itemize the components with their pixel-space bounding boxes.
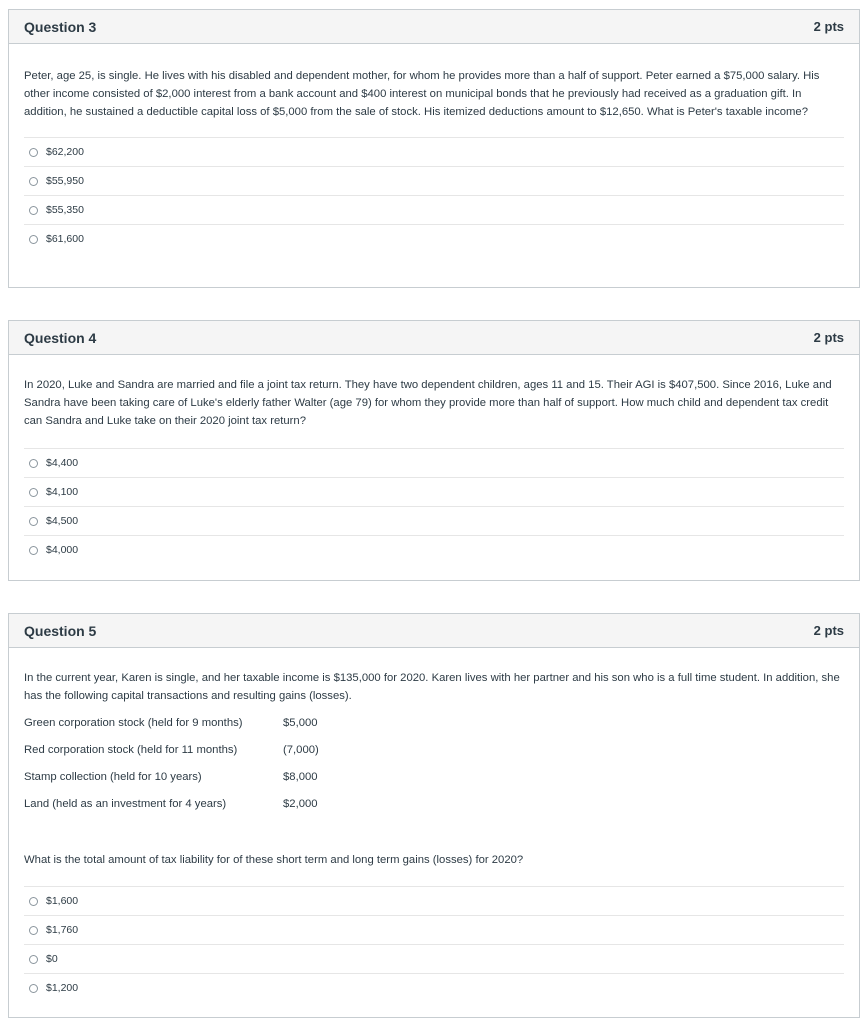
answer-label: $55,350 [46,204,84,216]
radio-button[interactable] [29,206,38,215]
radio-button[interactable] [29,897,38,906]
question-title: Question 4 [24,329,97,346]
question-title: Question 5 [24,622,97,639]
question-prompt: What is the total amount of tax liability for of these short term and long term gains (losses) for 2020? [24,854,524,866]
question-title: Question 3 [24,18,97,35]
answer-list [24,137,844,253]
transaction-value: $5,000 [283,716,318,729]
transaction-value: $8,000 [283,770,318,783]
answer-option[interactable] [24,137,844,166]
answer-label: $0 [46,953,58,965]
answer-list [24,886,844,1002]
radio-button[interactable] [29,984,38,993]
answer-label: $62,200 [46,146,84,158]
answer-label: $55,950 [46,175,84,187]
transaction-value: (7,000) [283,743,319,756]
radio-button[interactable] [29,546,38,555]
question-text: In the current year, Karen is single, and her taxable income is $135,000 for 2020. Karen lives with her partner and his son who is a full time student. In addition, she has the following capital transactions and resulting gains (losses). [24,672,840,702]
transaction-label: Red corporation stock (held for 11 months) [24,743,238,756]
question-5-card [8,613,860,1018]
question-points: 2 pts [813,623,844,638]
answer-label: $4,500 [46,515,79,527]
question-header [9,614,859,648]
radio-button[interactable] [29,148,38,157]
answer-option[interactable] [24,915,844,944]
answer-list [24,448,844,564]
answer-label: $4,400 [46,457,79,469]
answer-option[interactable] [24,535,844,564]
question-header [9,321,859,355]
answer-option[interactable] [24,944,844,973]
answer-option[interactable] [24,195,844,224]
answer-label: $4,000 [46,544,79,556]
transaction-value: $2,000 [283,797,318,810]
answer-option[interactable] [24,448,844,477]
transaction-row [24,736,844,763]
transaction-row [24,790,844,817]
answer-label: $4,100 [46,486,79,498]
radio-button[interactable] [29,459,38,468]
radio-button[interactable] [29,177,38,186]
question-4-card [8,320,860,581]
question-header [9,10,859,44]
question-text: In 2020, Luke and Sandra are married and file a joint tax return. They have two dependent children, ages 11 and 15. Their AGI is $407,500. Since 2016, Luke and Sandra have been taking care of Luke's elderly father Walter (age 79) for whom they provide more than half of support. How much child and dependent tax credit can Sandra and Luke take on their 2020 joint tax return? [24,379,832,427]
radio-button[interactable] [29,955,38,964]
transactions-list [9,709,859,817]
question-text: Peter, age 25, is single. He lives with his disabled and dependent mother, for whom he provides more than a half of support. Peter earned a $75,000 salary. His other income consisted of $2,000 interest from a bank account and $400 interest on municipal bonds that he previously had received as a graduation gift. In addition, he sustained a deductible capital loss of $5,000 from the sale of stock. His itemized deductions amount to $12,650. What is Peter's taxable income? [24,70,820,118]
answer-label: $1,760 [46,924,79,936]
transaction-row [24,709,844,736]
question-points: 2 pts [813,19,844,34]
radio-button[interactable] [29,517,38,526]
radio-button[interactable] [29,926,38,935]
transaction-label: Stamp collection (held for 10 years) [24,770,202,783]
radio-button[interactable] [29,235,38,244]
answer-option[interactable] [24,477,844,506]
answer-option[interactable] [24,224,844,253]
radio-button[interactable] [29,488,38,497]
transaction-row [24,763,844,790]
answer-option[interactable] [24,506,844,535]
answer-option[interactable] [24,886,844,915]
question-points: 2 pts [813,330,844,345]
answer-label: $1,200 [46,982,79,994]
answer-option[interactable] [24,973,844,1002]
answer-option[interactable] [24,166,844,195]
answer-label: $61,600 [46,233,84,245]
transaction-label: Land (held as an investment for 4 years) [24,797,227,810]
question-3-card [8,9,860,288]
transaction-label: Green corporation stock (held for 9 months) [24,716,243,729]
answer-label: $1,600 [46,895,79,907]
